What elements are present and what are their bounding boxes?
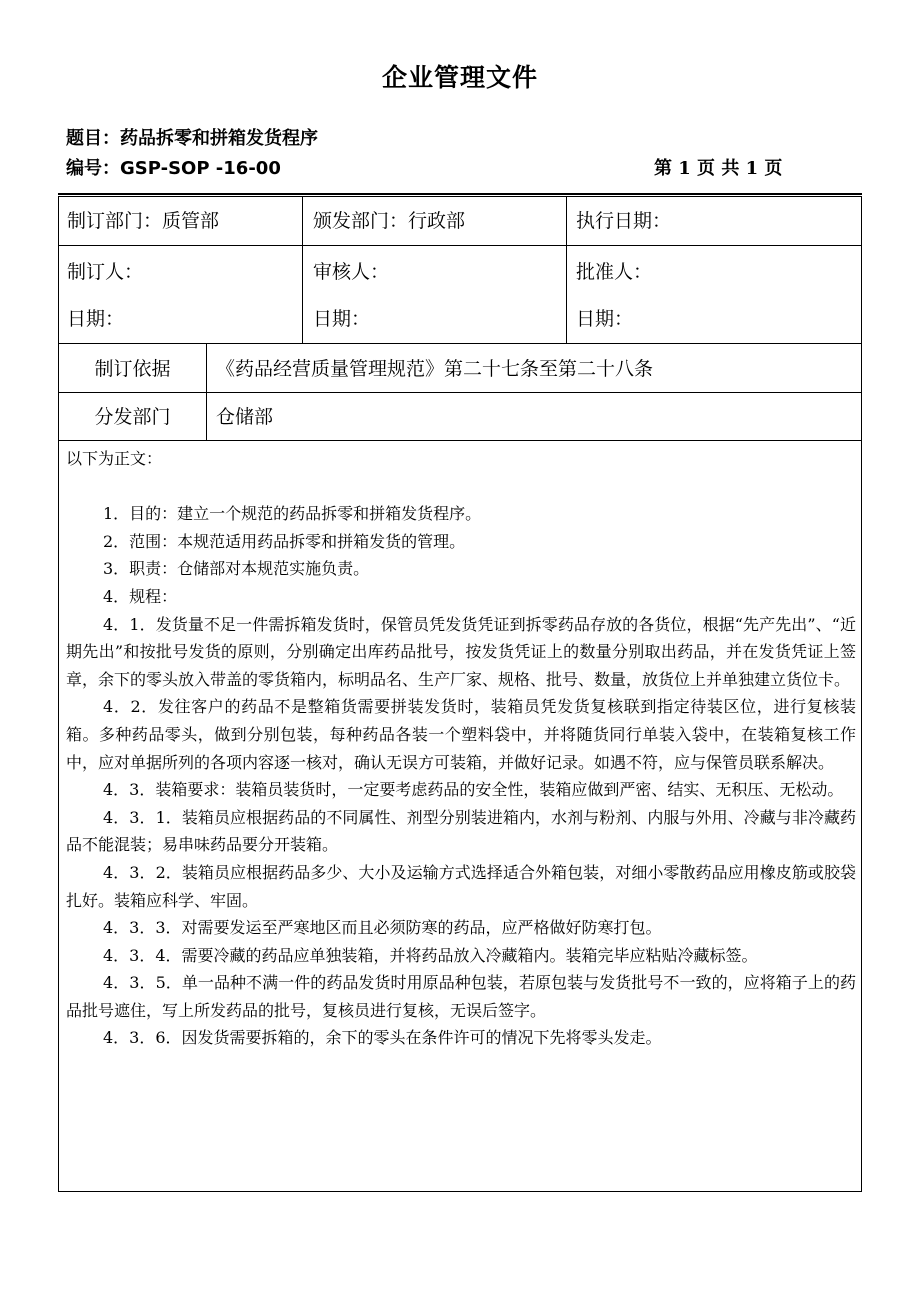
distribution-value: 仓储部	[216, 406, 274, 428]
effective-date-cell: 执行日期：	[576, 210, 672, 232]
body-paragraph: 4．2．发往客户的药品不是整箱货需要拼装发货时，装箱员凭发货复核联到指定待装区位，进行复核装箱。多种药品零头，做到分别包装，每种药品各装一个塑料袋中，并将随货同行单装入袋中，在装箱复核工作中，应对单据所列的各项内容逐一核对，确认无误方可装箱，并做好记录。如遇不符，应与保管员联系解决。	[66, 697, 856, 772]
basis-value: 《药品经营质量管理规范》第二十七条至第二十八条	[216, 358, 654, 380]
body-paragraph: 3．职责：仓储部对本规范实施负责。	[103, 559, 370, 579]
body-paragraph: 4．3．5．单一品种不满一件的药品发货时用原品种包装，若原包装与发货批号不一致的，应将箱子上的药品批号遮住，写上所发药品的批号，复核员进行复核，无误后签字。	[66, 973, 856, 1020]
drafter-date-cell: 日期：	[67, 308, 125, 330]
basis-label: 制订依据	[94, 358, 171, 380]
document-title: 企业管理文件	[381, 63, 538, 92]
distribution-label: 分发部门	[94, 406, 171, 428]
body-paragraph: 4．3．3．对需要发运至严寒地区而且必须防寒的药品，应严格做好防寒打包。	[103, 918, 662, 938]
table-rule	[302, 197, 303, 343]
table-rule	[59, 392, 861, 393]
drafter-cell: 制订人：	[67, 261, 144, 283]
body-paragraph: 1．目的：建立一个规范的药品拆零和拼箱发货程序。	[103, 504, 482, 524]
body-paragraph: 4．3．6．因发货需要拆箱的，余下的零头在条件许可的情况下先将零头发走。	[103, 1028, 662, 1048]
body-paragraph: 4．3．2．装箱员应根据药品多少、大小及运输方式选择适合外箱包装，对细小零散药品应用橡皮筋或胶袋扎好。装箱应科学、牢固。	[66, 862, 856, 910]
body-paragraph: 4．规程：	[103, 586, 178, 606]
body-paragraph: 4．3．4．需要冷藏的药品应单独装箱，并将药品放入冷藏箱内。装箱完毕应粘贴冷藏标签。	[103, 945, 758, 965]
body-intro: 以下为正文：	[66, 449, 163, 468]
document-body	[66, 445, 856, 1052]
table-rule	[206, 343, 207, 440]
body-paragraph: 4．3．装箱要求：装箱员装货时，一定要考虑药品的安全性，装箱应做到严密、结实、无积压、无松动。	[103, 780, 844, 800]
approver-date-cell: 日期：	[576, 308, 634, 330]
reviewer-date-cell: 日期：	[313, 308, 371, 330]
body-paragraph: 4．1．发货量不足一件需拆箱发货时，保管员凭发货凭证到拆零药品存放的各货位，根据“先产先出”、“近期先出”和按批号发货的原则，分别确定出库药品批号，按发货凭证上的数量分别取出药品，并在发货凭证上签章，余下的零头放入带盖的零货箱内，标明品名、生产厂家、规格、批号、数量，放货位上并单独建立货位卡。	[66, 614, 856, 689]
table-rule	[59, 440, 861, 441]
document-subject: 题目：药品拆零和拼箱发货程序	[66, 128, 318, 149]
table-rule	[59, 343, 861, 344]
approver-cell: 批准人：	[576, 261, 653, 283]
page-info: 第 1 页 共 1 页	[654, 158, 783, 179]
table-rule	[566, 197, 567, 343]
body-paragraph: 4．3．1．装箱员应根据药品的不同属性、剂型分别装进箱内，水剂与粉剂、内服与外用、冷藏与非冷藏药品不能混装；易串味药品要分开装箱。	[66, 807, 856, 855]
header-rule	[58, 193, 862, 195]
table-rule	[59, 245, 861, 246]
document-code: 编号：GSP-SOP -16-00	[66, 158, 281, 179]
issuing-dept-cell: 颁发部门：行政部	[313, 210, 466, 232]
drafting-dept-cell: 制订部门：质管部	[67, 210, 220, 232]
body-paragraph: 2．范围：本规范适用药品拆零和拼箱发货的管理。	[103, 531, 466, 551]
reviewer-cell: 审核人：	[313, 261, 390, 283]
